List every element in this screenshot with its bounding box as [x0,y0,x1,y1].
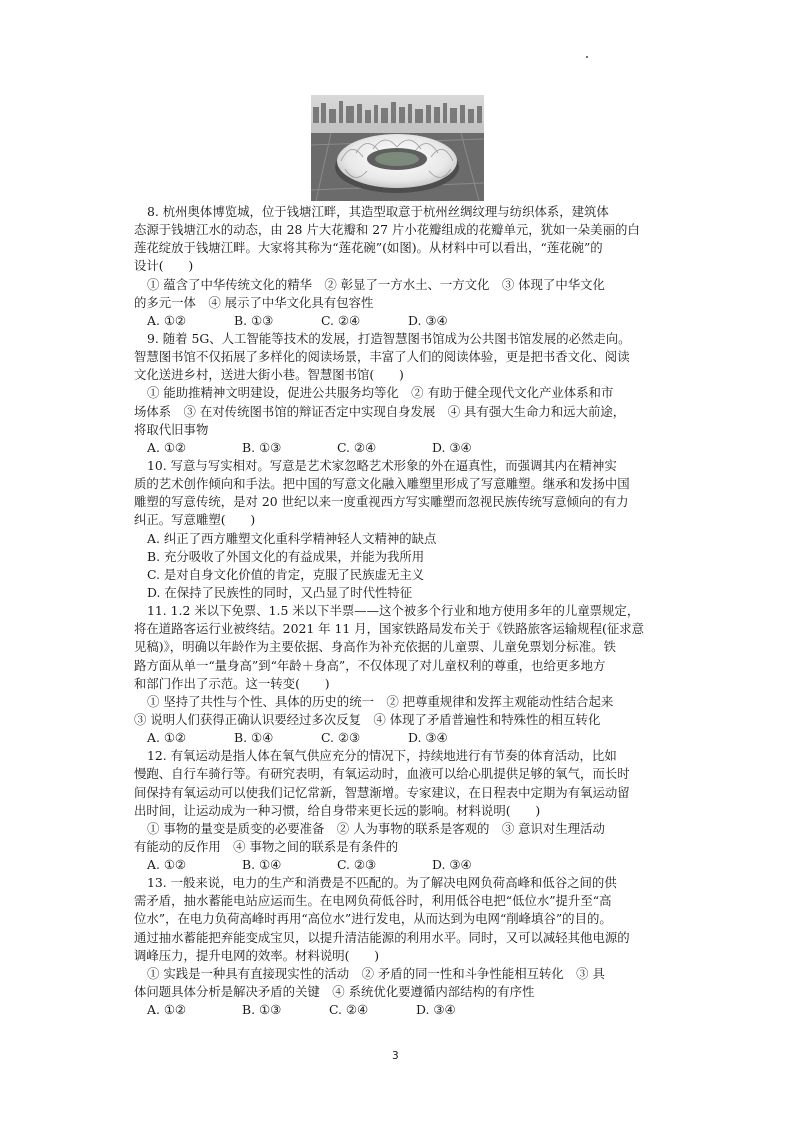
statement-line: 场体系 ③ 在对传统图书馆的辩证否定中实现自身发展 ④ 具有强大生命力和远大前途， [134,403,626,419]
option-d[interactable]: D. 在保持了民族性的同时，又凸显了时代性特征 [147,584,413,600]
question-text-line: 位水”，在电力负荷高峰时再用“高位水”进行发电，从而达到为电网“削峰填谷”的目的。 [134,911,612,927]
answer-options [147,312,667,330]
question-text-line: 雕塑的写意传统，是对 20 世纪以来一度重视西方写实雕塑而忽视民族传统写意倾向的有力 [134,494,629,510]
statement-line: ① 蕴含了中华传统文化的精华 ② 彰显了一方水土、一方文化 ③ 体现了中华文化 [147,276,605,292]
answer-options [147,439,667,457]
option-a[interactable]: A. ①② [147,730,187,746]
question-text-line: 调峰压力，提升电网的效率。材料说明( ) [134,947,380,963]
option-c[interactable]: C. 是对自身文化价值的肯定，克服了民族虚无主义 [147,566,425,582]
statement-line: ① 事物的量变是质变的必要准备 ② 人为事物的联系是客观的 ③ 意识对生理活动 [147,820,605,836]
option-d[interactable]: D. ③④ [408,730,448,746]
question-text-line: 慢跑、自行车骑行等。有研究表明，有氧运动时，血液可以给心肌提供足够的氧气，而长时 [134,766,630,782]
option-d[interactable]: D. ③④ [416,1002,456,1018]
question-text-line: 莲花绽放于钱塘江畔。大家将其称为“莲花碗”(如图)。从材料中可以看出，“莲花碗”的 [134,240,603,256]
questions-body [134,203,667,1019]
option-a[interactable]: A. ①② [147,312,187,328]
question-text-line: 9. 随着 5G、人工智能等技术的发展，打造智慧图书馆成为公共图书馆发展的必然走向。 [147,330,631,346]
option-c[interactable]: C. ②③ [337,857,377,873]
option-a[interactable]: A. ①② [147,1002,187,1018]
question-text-line: 和部门作出了示范。这一转变( ) [134,675,330,691]
page-number: 3 [392,1050,399,1062]
statement-line: ① 实践是一种具有直接现实性的活动 ② 矛盾的同一性和斗争性能相互转化 ③ 具 [147,965,605,981]
option-c[interactable]: C. ②④ [337,439,377,455]
question-text-line: 态源于钱塘江水的动态，由 28 片大花瓣和 27 片小花瓣组成的花瓣单元，犹如一朵美丽的白 [134,222,640,238]
question-text-line: 12. 有氧运动是指人体在氧气供应充分的情况下，持续地进行有节奏的体育活动，比如 [147,748,617,764]
statement-line: 的多元一体 ④ 展示了中华文化具有包容性 [134,294,374,310]
answer-options [147,1001,667,1019]
answer-options [147,729,667,747]
option-b[interactable]: B. 充分吸收了外国文化的有益成果，并能为我所用 [147,548,425,564]
statement-line: 有能动的反作用 ④ 事物之间的联系是有条件的 [134,838,399,854]
statement-line: ① 坚持了共性与个性、具体的历史的统一 ② 把尊重规律和发挥主观能动性结合起来 [147,693,614,709]
statement-line: ③ 说明人们获得正确认识要经过多次反复 ④ 体现了矛盾普遍性和特殊性的相互转化 [134,711,601,727]
statement-line: ① 能助推精神文明建设，促进公共服务均等化 ② 有助于健全现代文化产业体系和市 [147,385,614,401]
question-text-line: 通过抽水蓄能把弃能变成宝贝，以提升清洁能源的利用水平。同时，又可以减轻其他电源的 [134,929,630,945]
option-b[interactable]: B. ①④ [234,730,274,746]
question-text-line: 将在道路客运行业被终结。2021 年 11 月，国家铁路局发布关于《铁路旅客运输规程(征求意 [134,621,645,637]
statement-line: 体问题具体分析是解决矛盾的关键 ④ 系统优化要遵循内部结构的有序性 [134,984,535,1000]
question-text-line: 13. 一般来说，电力的生产和消费是不匹配的。为了解决电网负荷高峰和低谷之间的供 [147,875,617,891]
option-c[interactable]: C. ②③ [321,730,361,746]
question-text-line: 出时间，让运动成为一种习惯，给自身带来更长远的影响。材料说明( ) [134,802,541,818]
option-a[interactable]: A. 纠正了西方雕塑文化重科学精神轻人文精神的缺点 [147,530,437,546]
question-text-line: 路方面从单一“量身高”到“年龄＋身高”，不仅体现了对儿童权利的尊重，也给更多地方 [134,657,606,673]
question-text-line: 见稿)》，明确以年龄作为主要依据、身高作为补充依据的儿童票、儿童免票划分标准。铁 [134,639,616,655]
question-text-line: 11. 1.2 米以下免票、1.5 米以下半票——这个被多个行业和地方使用多年的儿童票规定， [147,603,640,619]
option-c[interactable]: C. ②④ [321,312,361,328]
question-12 [134,747,667,874]
option-a[interactable]: A. ①② [147,857,187,873]
option-c[interactable]: C. ②④ [329,1002,369,1018]
question-13 [134,874,667,1019]
question-9 [134,330,667,457]
question-text-line: 8. 杭州奥体博览城，位于钱塘江畔，其造型取意于杭州丝绸纹理与纺织体系，建筑体 [147,204,609,219]
statement-line: 将取代旧事物 [134,421,209,437]
question-11 [134,602,667,747]
question-text-line: 10. 写意与写实相对。写意是艺术家忽略艺术形象的外在逼真性，而强调其内在精神实 [147,457,617,473]
question-text-line: 智慧图书馆不仅拓展了多样化的阅读场景，丰富了人们的阅读体验，更是把书香文化、阅读 [134,349,630,365]
option-a[interactable]: A. ①② [147,439,187,455]
question-text-line: 质的艺术创作倾向和手法。把中国的写意文化融入雕塑里形成了写意雕塑。继承和发扬中国 [134,476,630,492]
option-d[interactable]: D. ③④ [408,312,448,328]
option-b[interactable]: B. ①③ [242,1002,282,1018]
question-8 [134,203,667,330]
question-text-line: 需矛盾，抽水蓄能电站应运而生。在电网负荷低谷时，利用低谷电把“低位水”提升至“高 [134,893,612,909]
question-text-line: 设计( ) [134,258,194,274]
question-text-line: 纠正。写意雕塑( ) [134,512,256,528]
option-d[interactable]: D. ③④ [432,857,472,873]
option-b[interactable]: B. ①③ [234,312,274,328]
lotus-stadium-illustration [311,95,484,201]
stadium-photo [311,95,484,201]
question-text-line: 间保持有氧运动可以使我们记忆常新，智慧渐增。专家建议，在日程表中定期为有氧运动留 [134,784,630,800]
answer-options [147,856,667,874]
question-text-line: 文化送进乡村，送进大街小巷。智慧图书馆( ) [134,367,404,383]
option-b[interactable]: B. ①③ [242,439,282,455]
corner-dot [586,56,588,58]
option-b[interactable]: B. ①④ [242,857,282,873]
question-10 [134,457,667,602]
option-d[interactable]: D. ③④ [432,439,472,455]
